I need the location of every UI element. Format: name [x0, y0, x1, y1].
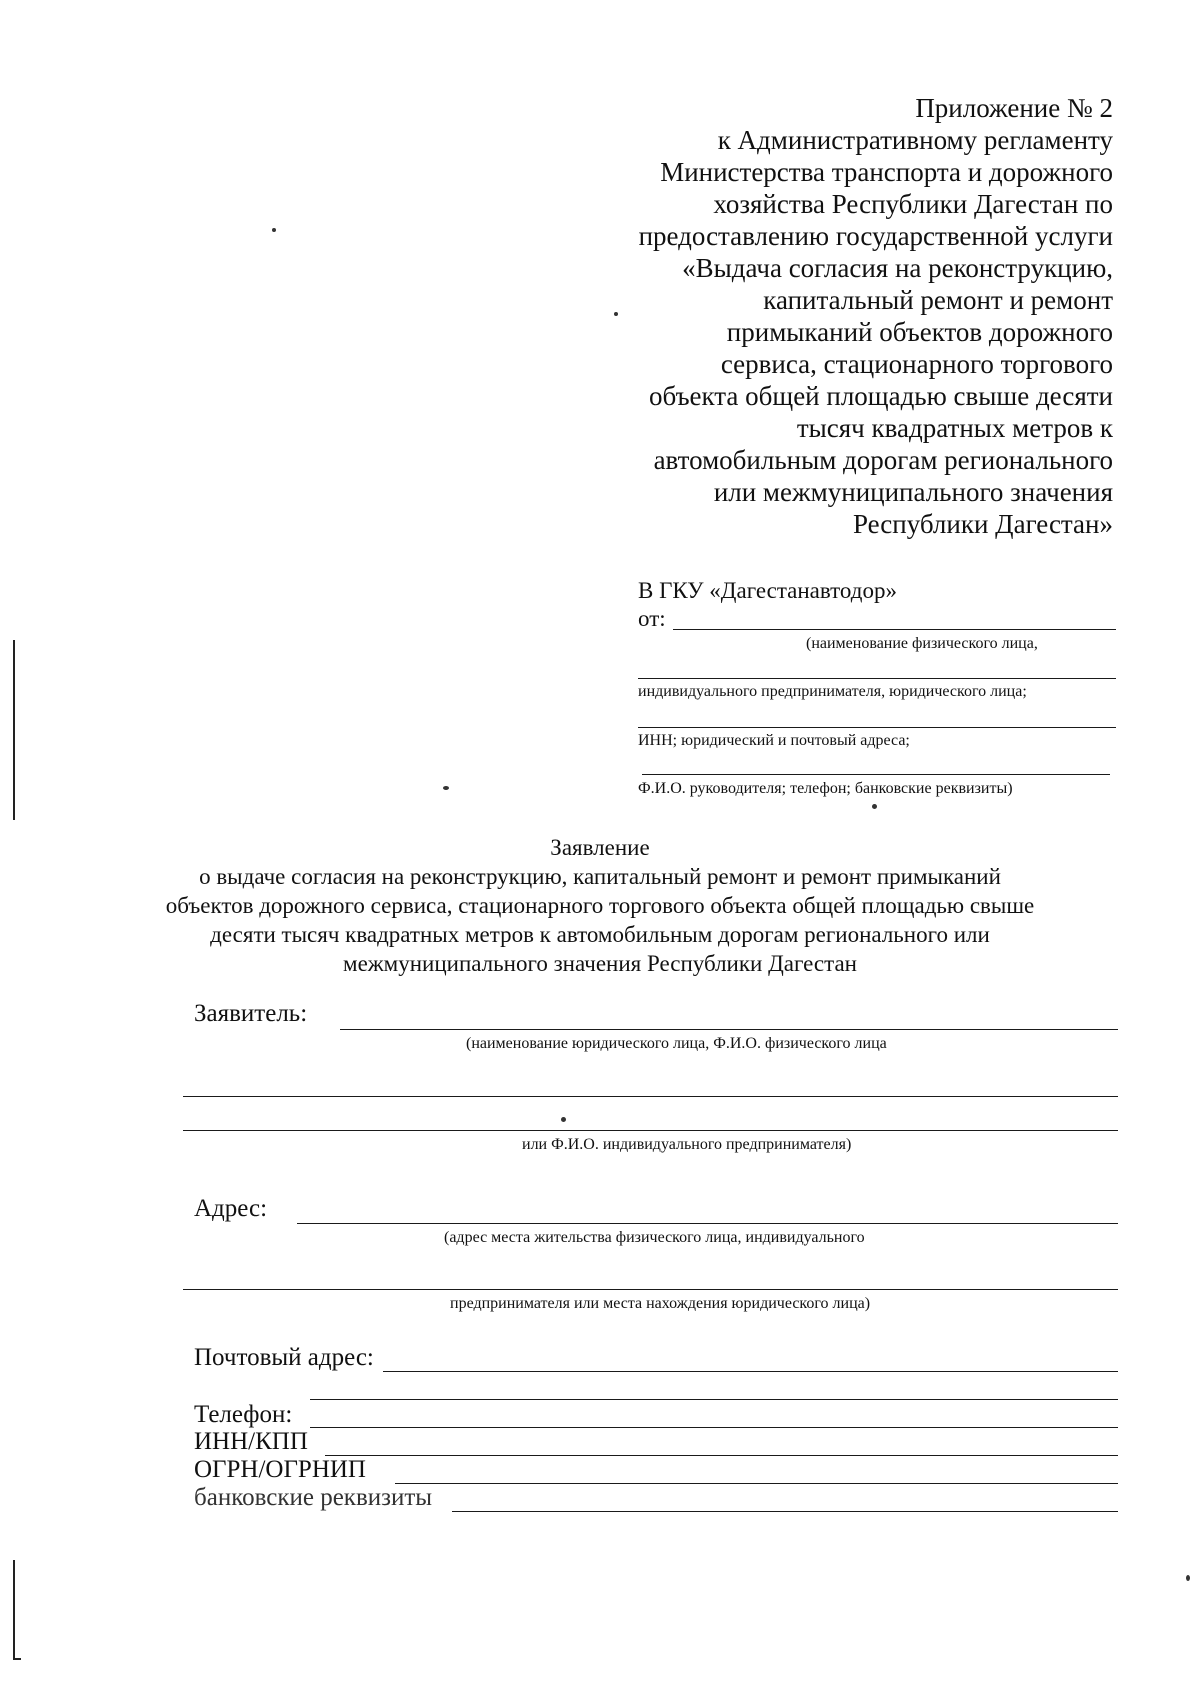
phone-line[interactable] [310, 1427, 1118, 1428]
header-line-4: хозяйства Республики Дагестан по [713, 189, 1113, 219]
applicant-line-1[interactable] [340, 1029, 1118, 1030]
title-line-3: десяти тысяч квадратных метров к автомобильным дорогам регионального или [210, 922, 990, 947]
scan-margin-line-2 [13, 1560, 15, 1660]
postal-address-line-2[interactable] [310, 1399, 1118, 1400]
address-line-2[interactable] [183, 1289, 1118, 1290]
bank-details-label: банковские реквизиты [194, 1484, 433, 1511]
title-line-4: межмуниципального значения Республики Дагестан [343, 951, 857, 976]
applicant-hint-1: (наименование юридического лица, Ф.И.О. физического лица [466, 1035, 887, 1052]
postal-address-label: Почтовый адрес: [194, 1344, 374, 1371]
scan-speck [1186, 1575, 1190, 1581]
header-line-10: объекта общей площадью свыше десяти [649, 381, 1113, 411]
scan-speck [272, 228, 276, 232]
from-label: от: [638, 606, 666, 631]
ogrn-label: ОГРН/ОГРНИП [194, 1456, 366, 1483]
address-hint-2: предпринимателя или места нахождения юридического лица) [450, 1295, 871, 1312]
address-label: Адрес: [194, 1195, 268, 1222]
from-line-4[interactable] [642, 774, 1110, 775]
header-line-5: предоставлению государственной услуги [638, 221, 1113, 251]
from-hint-2: индивидуального предпринимателя, юридического лица; [638, 683, 1027, 700]
applicant-line-3[interactable] [183, 1130, 1118, 1131]
from-hint-3: ИНН; юридический и почтовый адреса; [638, 732, 910, 749]
address-line-1[interactable] [297, 1223, 1118, 1224]
header-line-12: автомобильным дорогам регионального [653, 445, 1113, 475]
applicant-hint-2: или Ф.И.О. индивидуального предпринимателя) [522, 1136, 852, 1153]
from-hint-1: (наименование физического лица, [806, 635, 1038, 652]
header-line-8: примыканий объектов дорожного [726, 317, 1113, 347]
title-line-2: объектов дорожного сервиса, стационарного торгового объекта общей площадью свыше [165, 893, 1035, 918]
from-hint-4: Ф.И.О. руководителя; телефон; банковские реквизиты) [638, 780, 1013, 797]
header-line-13: или межмуниципального значения [713, 477, 1113, 507]
title-line-1: о выдаче согласия на реконструкцию, капитальный ремонт и ремонт примыканий [199, 864, 1001, 889]
address-hint-1: (адрес места жительства физического лица, индивидуального [444, 1229, 865, 1246]
header-line-2: к Административному регламенту [717, 125, 1113, 155]
document-title: Заявление [550, 835, 650, 860]
scan-speck [614, 312, 618, 316]
scan-margin-tick [13, 1658, 21, 1660]
from-line-3[interactable] [638, 727, 1116, 728]
header-line-6: «Выдача согласия на реконструкцию, [682, 253, 1113, 283]
applicant-line-2[interactable] [183, 1096, 1118, 1097]
header-line-9: сервиса, стационарного торгового [720, 349, 1113, 379]
addressee-to: В ГКУ «Дагестанавтодор» [638, 578, 897, 603]
postal-address-line-1[interactable] [383, 1371, 1118, 1372]
phone-label: Телефон: [194, 1401, 293, 1428]
applicant-label: Заявитель: [194, 1000, 308, 1027]
inn-kpp-line[interactable] [325, 1455, 1118, 1456]
inn-kpp-label: ИНН/КПП [194, 1428, 308, 1455]
scan-speck [561, 1117, 566, 1122]
header-line-1: Приложение № 2 [915, 93, 1113, 123]
from-line-1[interactable] [673, 629, 1116, 630]
from-line-2[interactable] [638, 678, 1116, 679]
header-line-7: капитальный ремонт и ремонт [763, 285, 1113, 315]
ogrn-line[interactable] [395, 1483, 1118, 1484]
header-line-11: тысяч квадратных метров к [796, 413, 1113, 443]
scan-margin-line-1 [13, 640, 15, 820]
scan-speck [872, 804, 877, 809]
header-line-3: Министерства транспорта и дорожного [660, 157, 1113, 187]
bank-details-line[interactable] [452, 1511, 1118, 1512]
header-line-14: Республики Дагестан» [852, 509, 1113, 539]
scan-speck [443, 786, 449, 790]
